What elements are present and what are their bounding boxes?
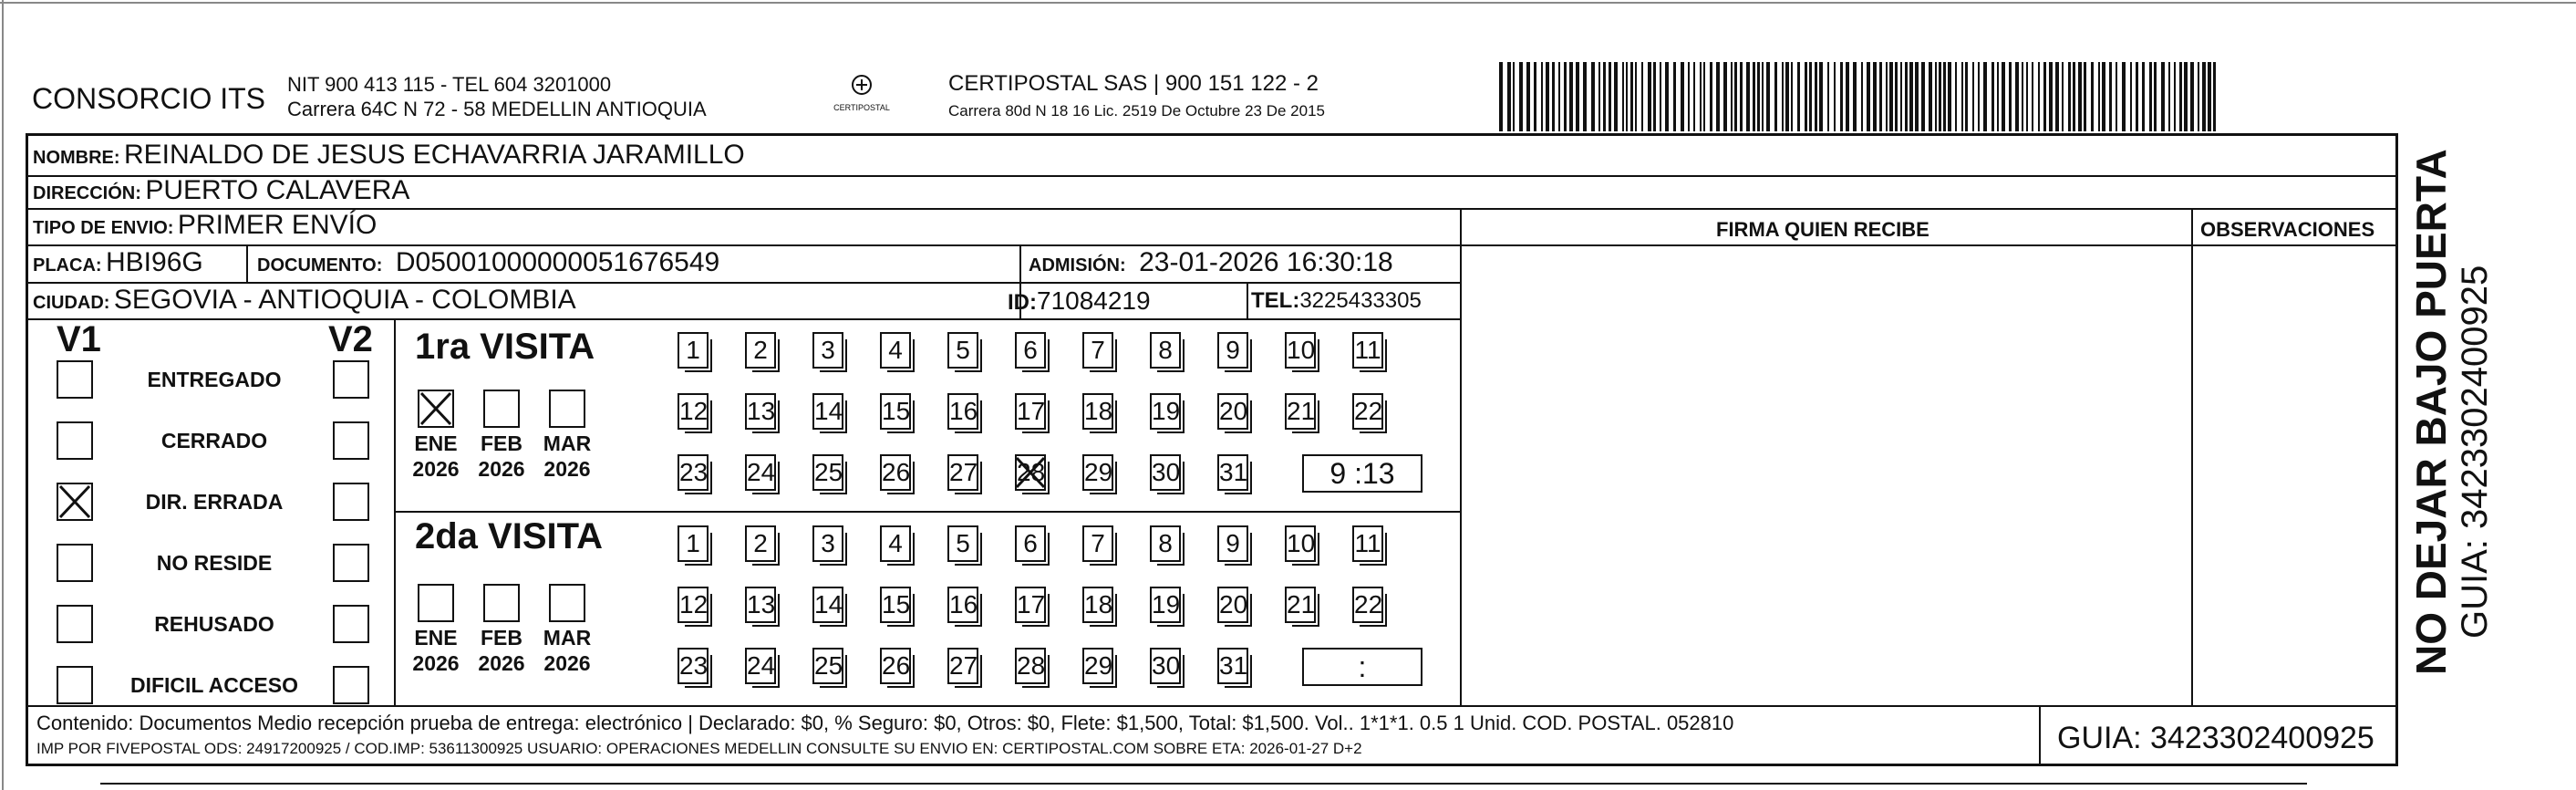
barcode-bar xyxy=(1762,62,1764,131)
day-box[interactable]: 18 xyxy=(1082,393,1113,430)
barcode-bar xyxy=(1546,62,1549,131)
barcode-bar xyxy=(2073,62,2075,131)
form-frame xyxy=(26,133,2398,766)
barcode-bar xyxy=(1782,62,1784,131)
barcode-bar xyxy=(1834,62,1836,131)
status-v1-checkbox[interactable] xyxy=(57,605,93,643)
barcode-bar xyxy=(1499,62,1503,131)
barcode-bar xyxy=(1840,62,1843,131)
nombre-label: NOMBRE: xyxy=(33,148,120,168)
barcode-bar xyxy=(2184,62,2188,131)
barcode-bar xyxy=(2049,62,2053,131)
barcode-bar xyxy=(1740,62,1743,131)
barcode-bar xyxy=(2038,62,2040,131)
barcode-bar xyxy=(1716,62,1720,131)
day-box[interactable]: 14 xyxy=(812,587,843,623)
certipostal-logo xyxy=(825,71,898,112)
barcode-bar xyxy=(1583,62,1587,131)
month-checkbox[interactable] xyxy=(483,584,520,622)
day-box[interactable]: 29 xyxy=(1082,648,1113,684)
company-name: CONSORCIO ITS xyxy=(32,82,266,115)
day-box[interactable]: 6 xyxy=(1015,525,1046,562)
day-box[interactable]: 13 xyxy=(745,393,776,430)
day-box[interactable]: 28 xyxy=(1015,648,1046,684)
barcode-bar xyxy=(1526,62,1530,131)
day-box[interactable]: 9 xyxy=(1217,332,1248,369)
status-label: DIR. ERRADA xyxy=(145,490,284,514)
barcode-bar xyxy=(2130,62,2132,131)
direccion-row xyxy=(33,177,409,204)
day-box[interactable]: 8 xyxy=(1150,332,1181,369)
barcode xyxy=(1495,62,2225,131)
admision-label: ADMISIÓN: xyxy=(1029,255,1126,275)
status-label: REHUSADO xyxy=(154,612,274,636)
month-label: FEB xyxy=(481,431,522,455)
day-box[interactable]: 19 xyxy=(1150,587,1181,623)
time-box[interactable]: : xyxy=(1302,648,1422,686)
admision-value: 23-01-2026 16:30:18 xyxy=(1139,247,1393,277)
barcode-bar xyxy=(2032,62,2033,131)
documento-label: DOCUMENTO: xyxy=(257,255,383,275)
ciudad-label: CIUDAD: xyxy=(33,293,110,313)
barcode-bar xyxy=(1693,62,1695,131)
barcode-bar xyxy=(2116,62,2117,131)
footer-imp: IMP POR FIVEPOSTAL ODS: 24917200925 / COD.IMP: 53611300925 USUARIO: OPERACIONES MEDELLIN CONSULTE SU ENVIO EN: CERTIPOSTAL.COM SOBRE ETA: 2026-01-27 D+2 xyxy=(36,740,1362,757)
day-box[interactable]: 24 xyxy=(745,454,776,491)
barcode-bar xyxy=(2078,62,2082,131)
ciudad-value: SEGOVIA - ANTIOQUIA - COLOMBIA xyxy=(113,285,576,315)
barcode-bar xyxy=(1507,62,1511,131)
barcode-bar xyxy=(1673,62,1676,131)
barcode-bar xyxy=(1815,62,1817,131)
second-visit-title: 2da VISITA xyxy=(415,516,603,556)
day-box[interactable]: 9 xyxy=(1217,525,1248,562)
documento-row xyxy=(257,249,719,276)
barcode-bar xyxy=(1943,62,1946,131)
barcode-bar xyxy=(1622,62,1624,131)
barcode-bar xyxy=(1972,62,1974,131)
barcode-bar xyxy=(1757,62,1760,131)
status-v2-checkbox[interactable] xyxy=(333,360,369,399)
status-label: NO RESIDE xyxy=(156,551,273,575)
barcode-bar xyxy=(2068,62,2071,131)
barcode-bar xyxy=(1541,62,1543,131)
barcode-bar xyxy=(2168,62,2170,131)
barcode-bar xyxy=(1603,62,1606,131)
day-box[interactable]: 22 xyxy=(1352,393,1383,430)
barcode-bar xyxy=(2122,62,2126,131)
barcode-bar xyxy=(1961,62,1963,131)
tel-value: 3225433305 xyxy=(1299,288,1422,313)
day-box[interactable]: 24 xyxy=(745,648,776,684)
tel-label: TEL: xyxy=(1251,288,1300,313)
day-box[interactable]: 7 xyxy=(1082,525,1113,562)
month-checkbox[interactable] xyxy=(549,390,585,428)
day-box[interactable]: 20 xyxy=(1217,393,1248,430)
status-label: ENTREGADO xyxy=(147,368,282,391)
barcode-bar xyxy=(1861,62,1863,131)
month-year: 2026 xyxy=(412,457,460,481)
footer-guia: GUIA: 3423302400925 xyxy=(2057,721,2374,755)
barcode-bar xyxy=(2091,62,2094,131)
day-box[interactable]: 1 xyxy=(678,332,709,369)
placa-label: PLACA: xyxy=(33,255,102,275)
side-warning: NO DEJAR BAJO PUERTA xyxy=(2407,149,2455,675)
barcode-bar xyxy=(1635,62,1637,131)
barcode-bar xyxy=(2043,62,2046,131)
day-box[interactable]: 1 xyxy=(678,525,709,562)
barcode-bar xyxy=(1921,62,1925,131)
day-box[interactable]: 21 xyxy=(1285,587,1316,623)
barcode-bar xyxy=(2102,62,2105,131)
status-v2-checkbox[interactable] xyxy=(333,666,369,704)
month-year: 2026 xyxy=(543,457,591,481)
day-box[interactable]: 21 xyxy=(1285,393,1316,430)
barcode-bar xyxy=(1710,62,1712,131)
logo-text: CERTIPOSTAL xyxy=(833,103,890,112)
barcode-bar xyxy=(1700,62,1702,131)
barcode-bar xyxy=(1591,62,1595,131)
barcode-bar xyxy=(2213,62,2216,131)
barcode-bar xyxy=(1660,62,1661,131)
day-box[interactable]: 7 xyxy=(1082,332,1113,369)
day-box[interactable]: 12 xyxy=(678,587,709,623)
status-v1-checkbox[interactable] xyxy=(57,360,93,399)
day-box[interactable]: 23 xyxy=(678,454,709,491)
day-box[interactable]: 27 xyxy=(947,454,978,491)
direccion-value: PUERTO CALAVERA xyxy=(145,175,410,205)
barcode-bar xyxy=(1873,62,1877,131)
id-label: ID: xyxy=(1008,290,1037,315)
day-box[interactable]: 13 xyxy=(745,587,776,623)
documento-value: D05001000000051676549 xyxy=(395,247,720,277)
barcode-bar xyxy=(2142,62,2145,131)
footer-contenido: Contenido: Documentos Medio recepción prueba de entrega: electrónico | Declarado: $0, % Seguro: $0, Otros: $0, Flete: $1,500, Total: $1,500. Vol.. 1*1*1. 0.5 1 Unid. COD. POSTAL. 052810 xyxy=(36,712,1734,734)
month-label: ENE xyxy=(414,626,458,650)
barcode-bar xyxy=(1889,62,1893,131)
barcode-bar xyxy=(1766,62,1770,131)
day-box[interactable]: 10 xyxy=(1285,332,1316,369)
day-box[interactable]: 6 xyxy=(1015,332,1046,369)
day-box[interactable]: 30 xyxy=(1150,454,1181,491)
day-box[interactable]: 2 xyxy=(745,332,776,369)
month-label: MAR xyxy=(543,626,592,650)
v1-header: V1 xyxy=(57,319,101,359)
tipo-label: TIPO DE ENVIO: xyxy=(33,218,174,238)
status-v2-checkbox[interactable] xyxy=(333,483,369,521)
barcode-bar xyxy=(1965,62,1968,131)
barcode-graphic xyxy=(1495,62,2225,131)
v2-header: V2 xyxy=(328,319,373,359)
day-box[interactable]: 20 xyxy=(1217,587,1248,623)
barcode-bar xyxy=(1681,62,1684,131)
day-box[interactable]: 18 xyxy=(1082,587,1113,623)
status-v2-checkbox[interactable] xyxy=(333,544,369,582)
barcode-bar xyxy=(1723,62,1727,131)
barcode-bar xyxy=(1978,62,1980,131)
day-box[interactable]: 25 xyxy=(812,454,843,491)
day-box[interactable]: 19 xyxy=(1150,393,1181,430)
barcode-bar xyxy=(1731,62,1733,131)
barcode-bar xyxy=(1955,62,1957,131)
barcode-bar xyxy=(1753,62,1755,131)
day-box[interactable]: 26 xyxy=(880,454,911,491)
barcode-bar xyxy=(1569,62,1573,131)
nombre-row xyxy=(33,141,745,169)
barcode-bar xyxy=(1688,62,1690,131)
month-label: ENE xyxy=(414,431,458,455)
barcode-bar xyxy=(1626,62,1628,131)
direccion-label: DIRECCIÓN: xyxy=(33,183,141,203)
tipo-value: PRIMER ENVÍO xyxy=(177,210,378,240)
barcode-bar xyxy=(1909,62,1913,131)
day-box[interactable]: 10 xyxy=(1285,525,1316,562)
barcode-bar xyxy=(1997,62,1999,131)
day-box[interactable]: 17 xyxy=(1015,393,1046,430)
tel-row xyxy=(1251,290,1422,312)
day-box[interactable]: 16 xyxy=(947,393,978,430)
day-box[interactable]: 23 xyxy=(678,648,709,684)
day-box[interactable]: 29 xyxy=(1082,454,1113,491)
tipo-row xyxy=(33,212,377,239)
month-checkbox[interactable] xyxy=(483,390,520,428)
admision-row xyxy=(1029,249,1393,276)
barcode-bar xyxy=(1564,62,1567,131)
day-box[interactable]: 17 xyxy=(1015,587,1046,623)
barcode-bar xyxy=(2015,62,2019,131)
barcode-bar xyxy=(2154,62,2157,131)
day-box[interactable]: 30 xyxy=(1150,648,1181,684)
day-box[interactable]: 22 xyxy=(1352,587,1383,623)
id-row xyxy=(1008,288,1151,314)
ciudad-row xyxy=(33,286,576,314)
company-line1: NIT 900 413 115 - TEL 604 3201000 xyxy=(287,73,612,96)
month-checkbox[interactable] xyxy=(418,390,454,428)
barcode-bar xyxy=(1935,62,1937,131)
barcode-bar xyxy=(2161,62,2165,131)
barcode-bar xyxy=(2026,62,2028,131)
status-v1-checkbox[interactable] xyxy=(57,421,93,460)
barcode-bar xyxy=(1819,62,1823,131)
month-checkbox[interactable] xyxy=(418,584,454,622)
day-box[interactable]: 11 xyxy=(1352,525,1383,562)
barcode-bar xyxy=(2198,62,2199,131)
barcode-bar xyxy=(1929,62,1932,131)
barcode-bar xyxy=(1746,62,1750,131)
barcode-bar xyxy=(1991,62,1994,131)
status-label: CERRADO xyxy=(160,429,268,452)
time-box[interactable]: 9 :13 xyxy=(1302,454,1422,493)
day-box[interactable]: 28 xyxy=(1015,454,1046,491)
barcode-bar xyxy=(1939,62,1941,131)
barcode-bar xyxy=(1519,62,1523,131)
status-v1-checkbox[interactable] xyxy=(57,483,93,521)
barcode-bar xyxy=(1734,62,1737,131)
barcode-bar xyxy=(1665,62,1669,131)
placa-value: HBI96G xyxy=(106,247,203,277)
day-box[interactable]: 11 xyxy=(1352,332,1383,369)
day-box[interactable]: 27 xyxy=(947,648,978,684)
barcode-bar xyxy=(2174,62,2176,131)
barcode-bar xyxy=(1609,62,1611,131)
month-year: 2026 xyxy=(478,457,525,481)
barcode-bar xyxy=(1900,62,1902,131)
company-line2: Carrera 64C N 72 - 58 MEDELLIN ANTIOQUIA xyxy=(287,98,707,120)
firma-label: FIRMA QUIEN RECIBE xyxy=(1716,218,1929,241)
day-box[interactable]: 26 xyxy=(880,648,911,684)
day-box[interactable]: 4 xyxy=(880,525,911,562)
barcode-bar xyxy=(2062,62,2064,131)
barcode-bar xyxy=(1915,62,1919,131)
status-v1-checkbox[interactable] xyxy=(57,666,93,704)
barcode-bar xyxy=(1576,62,1579,131)
day-box[interactable]: 5 xyxy=(947,525,978,562)
day-box[interactable]: 8 xyxy=(1150,525,1181,562)
barcode-bar xyxy=(1797,62,1800,131)
day-box[interactable]: 4 xyxy=(880,332,911,369)
barcode-bar xyxy=(1886,62,1888,131)
barcode-bar xyxy=(2098,62,2100,131)
barcode-bar xyxy=(1905,62,1908,131)
day-box[interactable]: 31 xyxy=(1217,454,1248,491)
day-box[interactable]: 31 xyxy=(1217,648,1248,684)
barcode-bar xyxy=(1791,62,1793,131)
month-checkbox[interactable] xyxy=(549,584,585,622)
placa-row xyxy=(33,249,203,276)
status-v2-checkbox[interactable] xyxy=(333,421,369,460)
carrier-line1: CERTIPOSTAL SAS | 900 151 122 - 2 xyxy=(948,71,1319,96)
barcode-bar xyxy=(1895,62,1898,131)
barcode-bar xyxy=(1785,62,1789,131)
first-visit-title: 1ra VISITA xyxy=(415,327,595,367)
day-box[interactable]: 3 xyxy=(812,525,843,562)
side-guia: GUIA: 3423302400925 xyxy=(2455,265,2495,639)
day-box[interactable]: 12 xyxy=(678,393,709,430)
id-value: 71084219 xyxy=(1037,286,1151,315)
barcode-bar xyxy=(1879,62,1882,131)
barcode-bar xyxy=(2190,62,2194,131)
barcode-bar xyxy=(1827,62,1829,131)
side-text xyxy=(2407,73,2495,675)
carrier-line2: Carrera 80d N 18 16 Lic. 2519 De Octubre 23 De 2015 xyxy=(948,102,1325,120)
barcode-bar xyxy=(1867,62,1870,131)
day-box[interactable]: 2 xyxy=(745,525,776,562)
month-label: FEB xyxy=(481,626,522,650)
barcode-bar xyxy=(2084,62,2086,131)
barcode-bar xyxy=(2009,62,2012,131)
barcode-bar xyxy=(1774,62,1777,131)
logo-icon xyxy=(843,71,880,99)
day-box[interactable]: 15 xyxy=(880,393,911,430)
barcode-bar xyxy=(2202,62,2206,131)
barcode-bar xyxy=(1948,62,1951,131)
barcode-bar xyxy=(2002,62,2005,131)
barcode-bar xyxy=(1598,62,1600,131)
barcode-bar xyxy=(2149,62,2152,131)
barcode-bar xyxy=(1641,62,1643,131)
barcode-bar xyxy=(2208,62,2211,131)
barcode-bar xyxy=(1558,62,1560,131)
nombre-value: REINALDO DE JESUS ECHAVARRIA JARAMILLO xyxy=(124,140,745,170)
barcode-bar xyxy=(1809,62,1812,131)
barcode-bar xyxy=(1983,62,1987,131)
month-year: 2026 xyxy=(543,651,591,675)
day-box[interactable]: 5 xyxy=(947,332,978,369)
day-box[interactable]: 16 xyxy=(947,587,978,623)
status-v1-checkbox[interactable] xyxy=(57,544,93,582)
barcode-bar xyxy=(2055,62,2059,131)
month-year: 2026 xyxy=(478,651,525,675)
barcode-bar xyxy=(1630,62,1633,131)
status-label: DIFICIL ACCESO xyxy=(129,673,298,697)
day-box[interactable]: 3 xyxy=(812,332,843,369)
barcode-bar xyxy=(2179,62,2182,131)
barcode-bar xyxy=(2136,62,2138,131)
month-label: MAR xyxy=(543,431,592,455)
barcode-bar xyxy=(1534,62,1536,131)
barcode-bar xyxy=(1614,62,1618,131)
barcode-bar xyxy=(1846,62,1849,131)
day-box[interactable]: 25 xyxy=(812,648,843,684)
barcode-bar xyxy=(2109,62,2112,131)
observaciones-label: OBSERVACIONES xyxy=(2200,218,2375,241)
barcode-bar xyxy=(1552,62,1555,131)
barcode-bar xyxy=(1703,62,1705,131)
barcode-bar xyxy=(2022,62,2023,131)
barcode-bar xyxy=(1805,62,1807,131)
day-box[interactable]: 15 xyxy=(880,587,911,623)
status-v2-checkbox[interactable] xyxy=(333,605,369,643)
day-box[interactable]: 14 xyxy=(812,393,843,430)
barcode-bar xyxy=(1853,62,1857,131)
barcode-bar xyxy=(1513,62,1515,131)
month-year: 2026 xyxy=(412,651,460,675)
barcode-bar xyxy=(1653,62,1656,131)
barcode-bar xyxy=(1648,62,1651,131)
